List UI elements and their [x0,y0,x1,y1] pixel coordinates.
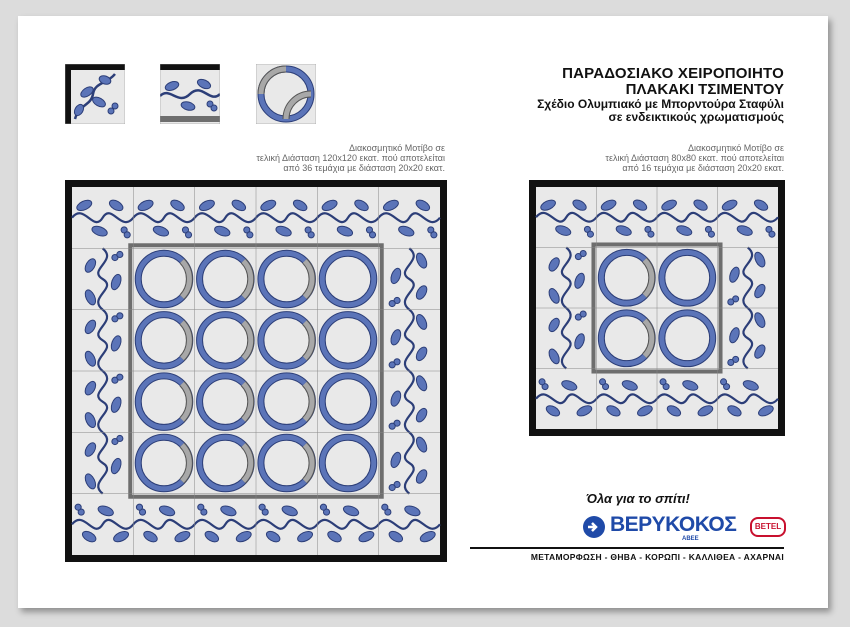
small-caption-line2: τελική Διάσταση 80x80 εκατ. πού αποτελείται [605,153,784,163]
border-grape-tile [160,64,220,124]
brand-name: ΒΕΡΥΚΟΚΟΣ [610,513,737,536]
large-caption-line3: από 36 τεμάχια με διάσταση 20x20 εκατ. [283,163,445,173]
large-caption-line2: τελική Διάσταση 120x120 εκατ. πού αποτελείται [256,153,445,163]
title-line4: σε ενδεικτικούς χρωματισμούς [608,110,784,124]
large-caption-line1: Διακοσμητικό Μοτίβο σε [349,143,445,153]
brand-logo [582,513,784,543]
small-panel-caption [520,143,784,173]
store-locations: ΜΕΤΑΜΟΡΦΩΣΗ - ΘΗΒΑ - ΚΟΡΩΠΙ - ΚΑΛΛΙΘΕΑ - ΑΧΑΡΝΑΙ [530,552,784,562]
footer-rule [470,547,784,549]
olympic-ring-tile [256,64,316,124]
small-caption-line3: από 16 τεμάχια με διάσταση 20x20 εκατ. [622,163,784,173]
title-line1: ΠΑΡΑΔΟΣΙΑΚΟ ΧΕΙΡΟΠΟΙΗΤΟ [562,65,784,82]
title-line2: ΠΛΑΚΑΚΙ ΤΣΙΜΕΝΤΟΥ [625,81,784,98]
large-panel-caption [180,143,445,173]
corner-grape-tile [65,64,125,124]
brand-sub: ΑΒΕΕ [682,536,699,542]
small-caption-line1: Διακοσμητικό Μοτίβο σε [688,143,784,153]
large-tile-panel [65,180,447,562]
partner-badge: BETEL [750,517,786,537]
brand-emblem-icon [582,515,606,539]
title-block [460,66,784,124]
title-line3: Σχέδιο Ολυμπιακό με Μπορντούρα Σταφύλι [537,97,784,111]
slogan: Όλα για το σπίτι! [586,491,690,506]
small-tile-panel [529,180,785,436]
